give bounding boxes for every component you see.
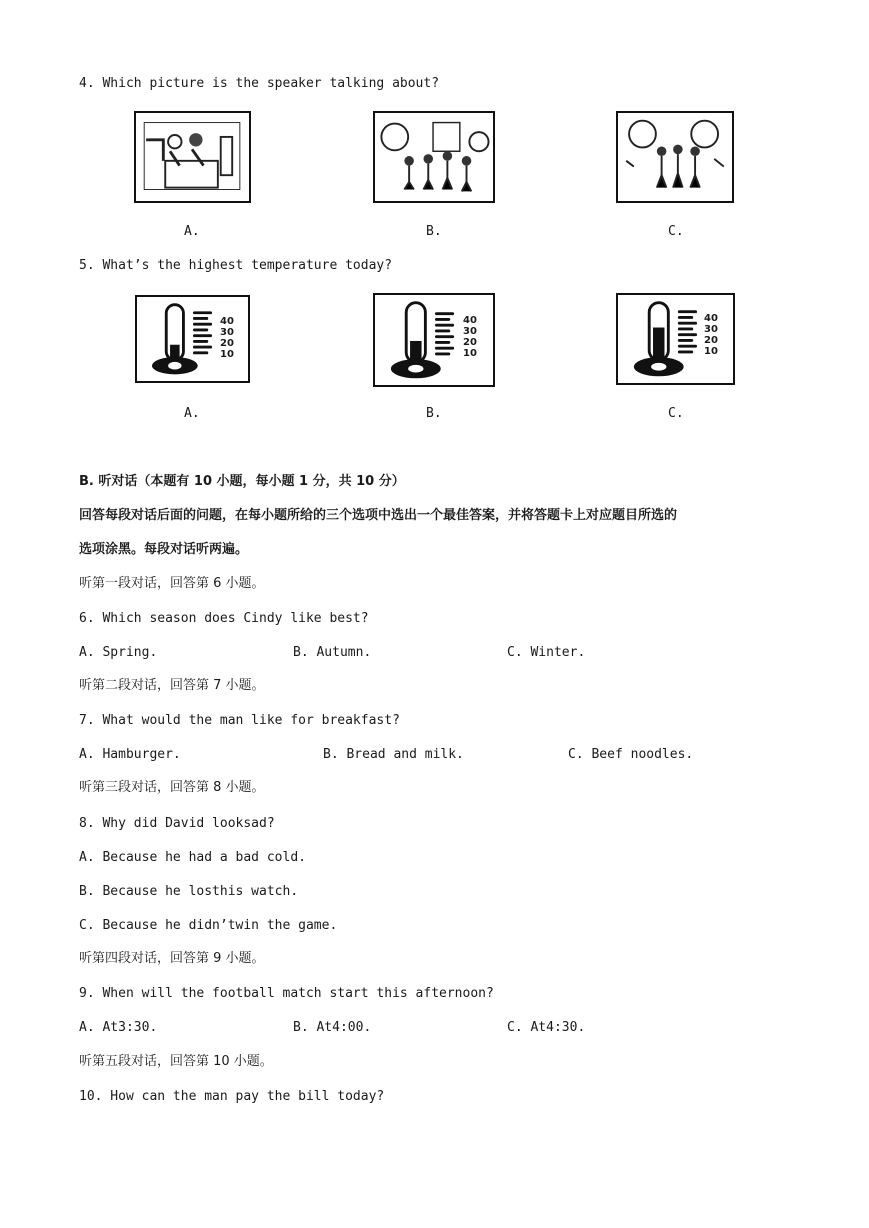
scale-labels-a: 40 30 20 10 [220, 316, 234, 360]
scale-labels-b: 40 30 20 10 [463, 315, 477, 359]
scale-labels-c: 40 30 20 10 [704, 313, 718, 357]
thermometer-icon[interactable] [135, 295, 250, 383]
q9-option-c[interactable]: C. At4:30. [507, 1020, 586, 1035]
q8-option-c[interactable]: C. Because he didn’twin the game. [79, 918, 338, 933]
q9-option-b[interactable]: B. At4:00. [293, 1020, 372, 1035]
question-10: 10. How can the man pay the bill today? [79, 1089, 385, 1104]
q9-option-a[interactable]: A. At3:30. [79, 1020, 158, 1035]
q4-option-b[interactable]: B. [426, 224, 442, 239]
q7-option-b[interactable]: B. Bread and milk. [323, 747, 464, 762]
dialogue-3-label: 听第三段对话，回答第 8 小题。 [79, 780, 265, 795]
dialogue-4-label: 听第四段对话，回答第 9 小题。 [79, 951, 265, 966]
snow-scene-icon[interactable] [616, 111, 734, 203]
q4-option-c[interactable]: C. [668, 224, 684, 239]
section-b-instruction: 回答每段对话后面的问题，在每小题所给的三个选项中选出一个最佳答案，并将答题卡上对应题目所选的 [79, 508, 678, 523]
question-8: 8. Why did David looksad? [79, 816, 275, 831]
q5-option-b[interactable]: B. [426, 406, 442, 421]
park-playing-scene-icon[interactable] [373, 111, 495, 203]
q6-option-a[interactable]: A. Spring. [79, 645, 158, 660]
question-7: 7. What would the man like for breakfast? [79, 713, 400, 728]
thermometer-icon[interactable] [616, 293, 735, 385]
dialogue-1-label: 听第一段对话，回答第 6 小题。 [79, 576, 265, 591]
q8-option-a[interactable]: A. Because he had a bad cold. [79, 850, 306, 865]
q6-option-b[interactable]: B. Autumn. [293, 645, 372, 660]
dialogue-5-label: 听第五段对话，回答第 10 小题。 [79, 1054, 273, 1069]
q5-option-c[interactable]: C. [668, 406, 684, 421]
hospital-scene-icon[interactable] [134, 111, 251, 203]
q4-option-a[interactable]: A. [184, 224, 200, 239]
question-4: 4. Which picture is the speaker talking about? [79, 76, 440, 91]
question-9: 9. When will the football match start this afternoon? [79, 986, 494, 1001]
section-b-instruction-cont: 选项涂黑。每段对话听两遍。 [79, 542, 249, 557]
q7-option-c[interactable]: C. Beef noodles. [568, 747, 694, 762]
q5-option-a[interactable]: A. [184, 406, 200, 421]
q8-option-b[interactable]: B. Because he losthis watch. [79, 884, 299, 899]
thermometer-icon[interactable] [373, 293, 495, 387]
q7-option-a[interactable]: A. Hamburger. [79, 747, 181, 762]
question-6: 6. Which season does Cindy like best? [79, 611, 369, 626]
question-5: 5. What’s the highest temperature today? [79, 258, 393, 273]
section-b-heading: B. 听对话（本题有 10 小题，每小题 1 分，共 10 分） [79, 474, 405, 489]
q6-option-c[interactable]: C. Winter. [507, 645, 586, 660]
dialogue-2-label: 听第二段对话，回答第 7 小题。 [79, 678, 265, 693]
